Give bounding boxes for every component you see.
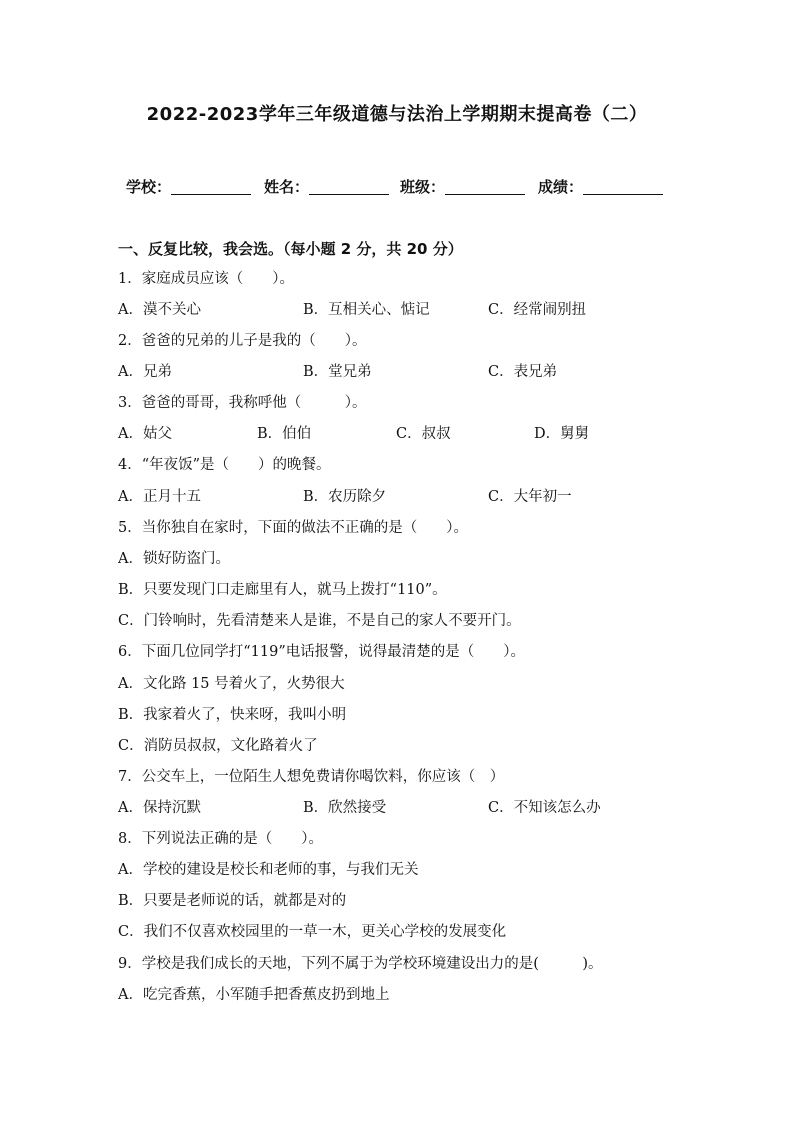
option[interactable]: A．吃完香蕉，小军随手把香蕉皮扔到地上: [118, 987, 390, 1003]
option[interactable]: B．堂兄弟: [303, 364, 372, 380]
name-field: [264, 176, 389, 197]
class-label: 班级：: [400, 178, 446, 196]
score-field: [538, 176, 663, 197]
question-8: 8．下列说法正确的是（ ）。: [118, 831, 323, 847]
option[interactable]: C．经常闹别扭: [488, 302, 587, 318]
question-3: 3．爸爸的哥哥，我称呼他（ ）。: [118, 395, 367, 411]
option[interactable]: A．锁好防盗门。: [118, 551, 230, 567]
section-heading: 一、反复比较，我会选。（每小题 2 分，共 20 分）: [118, 240, 463, 258]
question-4: 4．“年夜饭”是（ ）的晚餐。: [118, 457, 331, 473]
option[interactable]: C．叔叔: [396, 426, 451, 442]
option[interactable]: B．互相关心、惦记: [303, 302, 430, 318]
option[interactable]: C．我们不仅喜欢校园里的一草一木，更关心学校的发展变化: [118, 924, 507, 940]
class-blank[interactable]: [445, 178, 525, 195]
score-label: 成绩：: [538, 178, 584, 196]
option[interactable]: B．只要是老师说的话，就都是对的: [118, 893, 347, 909]
question-3-options: [118, 423, 678, 445]
question-1: 1．家庭成员应该（ ）。: [118, 271, 294, 287]
name-label: 姓名：: [264, 178, 310, 196]
option[interactable]: C．门铃响时，先看清楚来人是谁，不是自己的家人不要开门。: [118, 613, 521, 629]
option[interactable]: C．不知该怎么办: [488, 800, 601, 816]
student-info-row: [126, 176, 686, 198]
option[interactable]: A．文化路 15 号着火了，火势很大: [118, 676, 345, 692]
option[interactable]: B．我家着火了，快来呀，我叫小明: [118, 707, 347, 723]
option[interactable]: A．保持沉默: [118, 800, 201, 816]
school-field: [126, 176, 251, 197]
score-blank[interactable]: [583, 178, 663, 195]
option[interactable]: A．兄弟: [118, 364, 172, 380]
option[interactable]: C．消防员叔叔，文化路着火了: [118, 738, 318, 754]
option[interactable]: C．大年初一: [488, 489, 572, 505]
option[interactable]: B．农历除夕: [303, 489, 387, 505]
option[interactable]: D．舅舅: [534, 426, 590, 442]
school-label: 学校：: [126, 178, 172, 196]
name-blank[interactable]: [309, 178, 389, 195]
option[interactable]: A．学校的建设是校长和老师的事，与我们无关: [118, 862, 419, 878]
question-4-options: [118, 486, 678, 508]
option[interactable]: B．只要发现门口走廊里有人，就马上拨打“110”。: [118, 582, 447, 598]
page-title: 2022-2023学年三年级道德与法治上学期期末提高卷（二）: [146, 104, 648, 125]
option[interactable]: A．漠不关心: [118, 302, 201, 318]
option[interactable]: C．表兄弟: [488, 364, 558, 380]
question-9: 9．学校是我们成长的天地，下列不属于为学校环境建设出力的是( )。: [118, 956, 603, 972]
question-2-options: [118, 361, 678, 383]
question-7: 7．公交车上，一位陌生人想免费请你喝饮料，你应该（ ）: [118, 769, 505, 785]
option[interactable]: B．伯伯: [257, 426, 312, 442]
question-5: 5．当你独自在家时，下面的做法不正确的是（ ）。: [118, 520, 468, 536]
option[interactable]: A．正月十五: [118, 489, 201, 505]
question-6: 6．下面几位同学打“119”电话报警，说得最清楚的是（ ）。: [118, 644, 525, 660]
question-2: 2．爸爸的兄弟的儿子是我的（ ）。: [118, 333, 367, 349]
question-7-options: [118, 797, 678, 819]
option[interactable]: A．姑父: [118, 426, 172, 442]
school-blank[interactable]: [171, 178, 251, 195]
option[interactable]: B．欣然接受: [303, 800, 387, 816]
question-1-options: [118, 299, 678, 321]
class-field: [400, 176, 525, 197]
